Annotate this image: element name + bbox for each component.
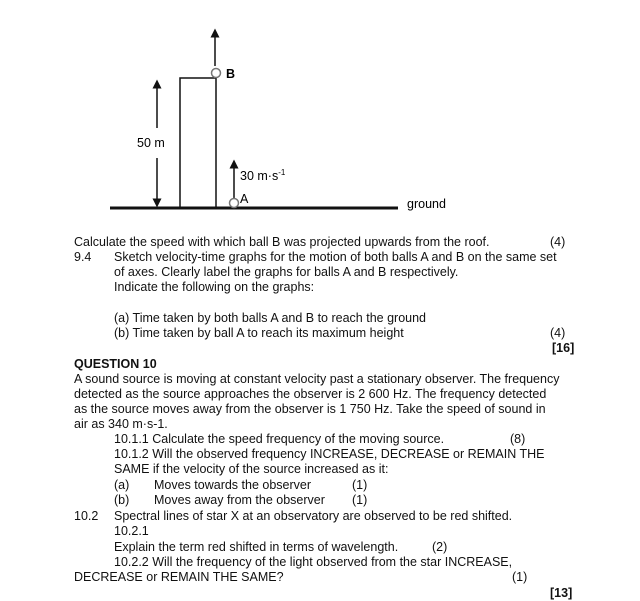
q102-number: 10.2	[74, 509, 99, 523]
q1022-line2: DECREASE or REMAIN THE SAME?	[74, 570, 284, 584]
q1011-marks: (8)	[510, 432, 526, 446]
q94-line3: Indicate the following on the graphs:	[114, 280, 315, 294]
q94-number: 9.4	[74, 250, 92, 264]
ground-label: ground	[407, 197, 446, 211]
q1012-option-b-marks: (1)	[352, 493, 368, 507]
q94-line2: of axes. Clearly label the graphs for balls A and B respectively.	[114, 265, 459, 279]
height-label: 50 m	[137, 136, 165, 150]
q1012-line1: 10.1.2 Will the observed frequency INCREASE, DECREASE or REMAIN THE	[114, 447, 545, 461]
q10-para-line2: detected as the source approaches the observer is 2 600 Hz. The frequency detected	[74, 387, 547, 401]
q93-marks: (4)	[550, 235, 566, 249]
q1021-marks: (2)	[432, 540, 448, 554]
ball-b	[212, 69, 221, 78]
q94-marks: (4)	[550, 326, 566, 340]
q1011-text: 10.1.1 Calculate the speed frequency of the moving source.	[114, 432, 445, 446]
ball-a	[230, 199, 239, 208]
label-b: B	[226, 67, 236, 81]
q1022-line1: 10.2.2 Will the frequency of the light observed from the star INCREASE,	[114, 555, 513, 569]
q1012-option-b-label: (b)	[114, 493, 130, 507]
q1021-text: Explain the term red shifted in terms of wavelength.	[114, 540, 399, 554]
q10-total: [13]	[550, 586, 573, 600]
q10-para-line1: A sound source is moving at constant velocity past a stationary observer. The frequency	[74, 372, 560, 386]
speed-label	[240, 168, 286, 183]
q1012-option-a-marks: (1)	[352, 478, 368, 492]
building-diagram	[0, 0, 640, 225]
q102-text: Spectral lines of star X at an observatory are observed to be red shifted.	[114, 509, 513, 523]
q1022-marks: (1)	[512, 570, 528, 584]
building	[180, 78, 216, 208]
q1012-line2: SAME if the velocity of the source increased as it:	[114, 462, 389, 476]
q1012-option-a-label: (a)	[114, 478, 130, 492]
q94-option-a: (a) Time taken by both balls A and B to reach the ground	[114, 311, 426, 325]
q94-option-b: (b) Time taken by ball A to reach its maximum height	[114, 326, 404, 340]
q9-total: [16]	[552, 341, 575, 355]
speed-label-exp: -1	[278, 168, 286, 177]
q10-para-line4: air as 340 m·s-1.	[74, 417, 168, 431]
q1012-option-a-text: Moves towards the observer	[154, 478, 312, 492]
q94-line1: Sketch velocity-time graphs for the motion of both balls A and B on the same set	[114, 250, 557, 264]
speed-label-main: 30 m·s	[240, 169, 279, 183]
q1012-option-b-text: Moves away from the observer	[154, 493, 325, 507]
q10-title: QUESTION 10	[74, 357, 157, 371]
q10-para-line3: as the source moves away from the observer is 1 750 Hz. Take the speed of sound in	[74, 402, 546, 416]
q1021-number: 10.2.1	[114, 524, 149, 538]
q93-text: Calculate the speed with which ball B was projected upwards from the roof.	[74, 235, 490, 249]
label-a: A	[240, 192, 249, 206]
